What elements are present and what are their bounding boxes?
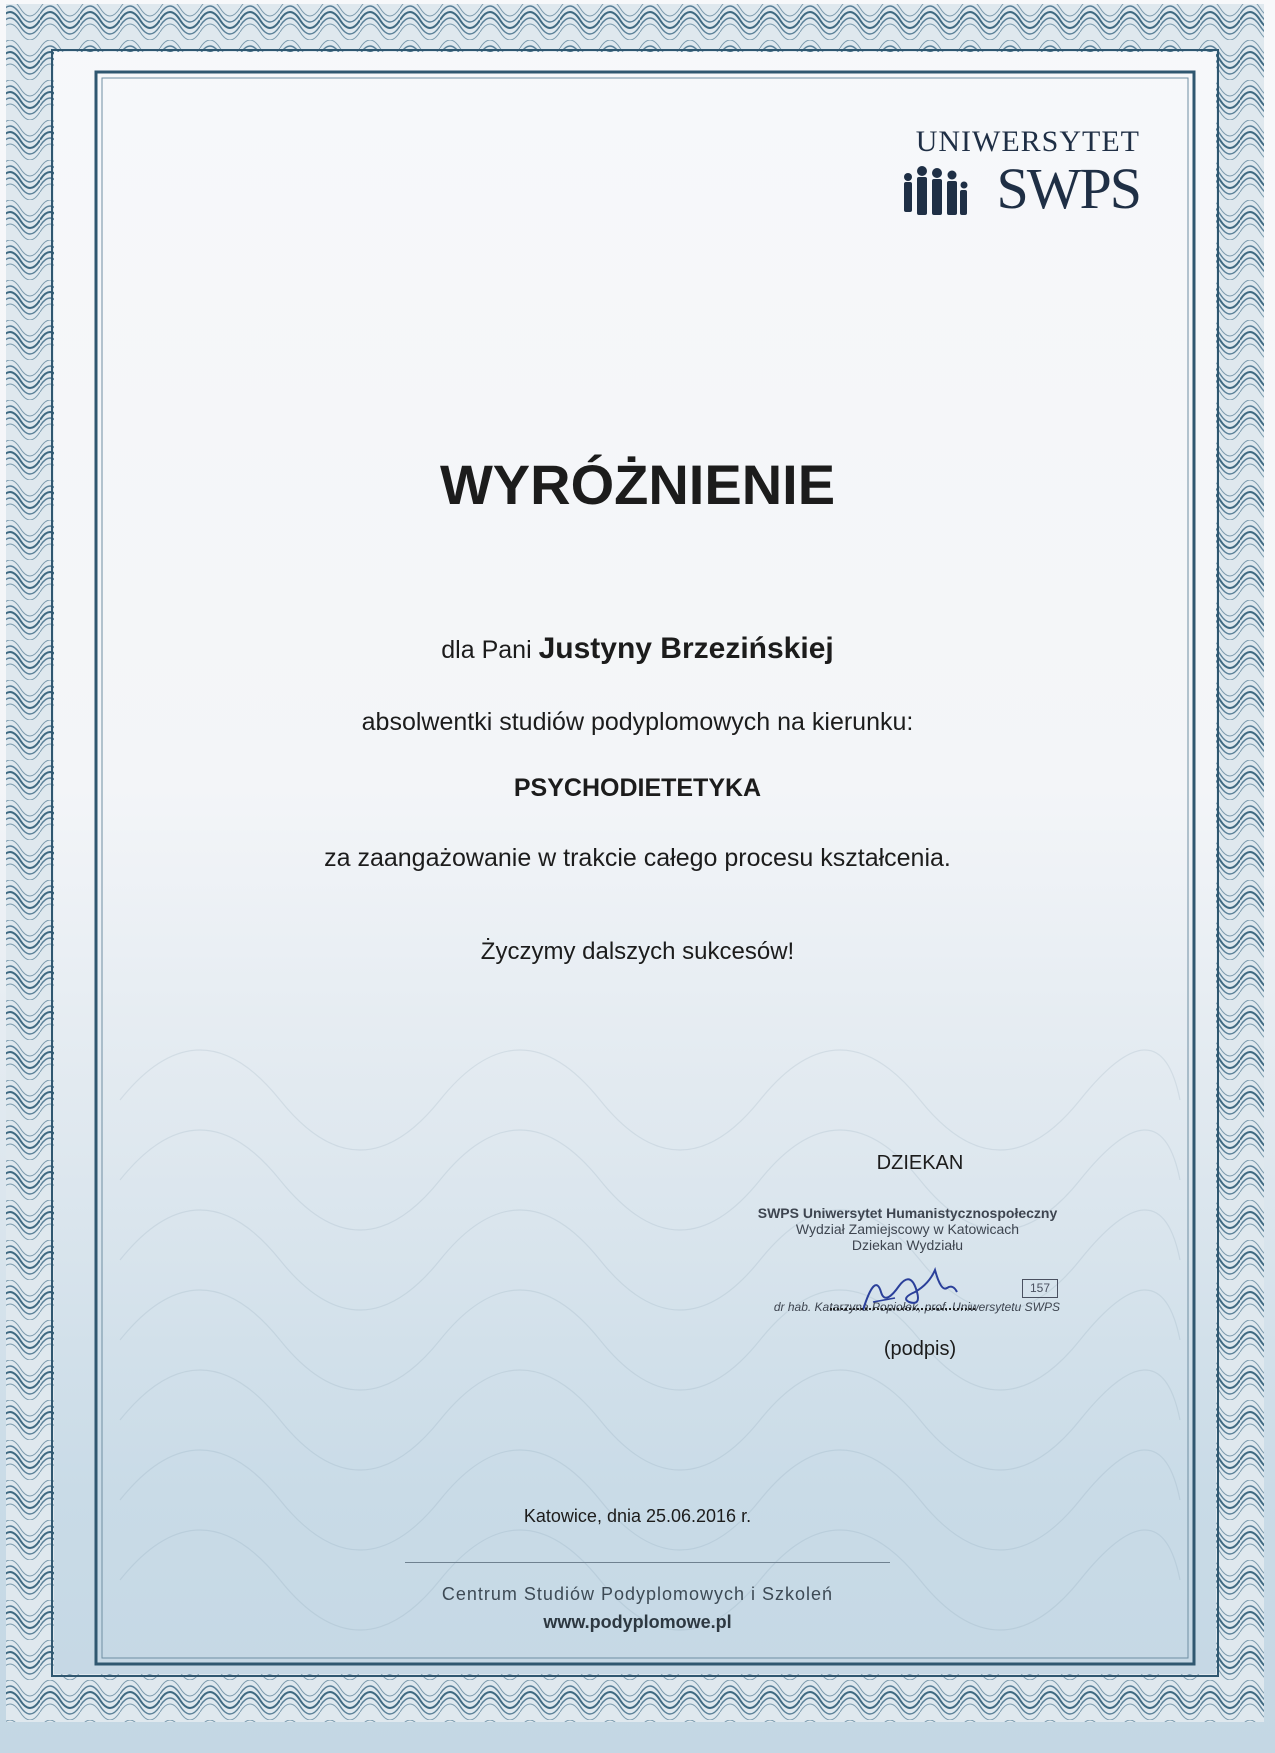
dean-label: DZIEKAN <box>876 1152 964 1174</box>
stamp-person: dr hab. Katarzyna Popiołek, prof. Uniwersytetu SWPS <box>773 1300 1060 1314</box>
logo-text-top: UNIWERSYTET <box>915 125 1140 158</box>
footer-centre-name: Centrum Studiów Podyplomowych i Szkoleń <box>441 1584 834 1604</box>
stamp-faculty: Wydział Zamiejscowy w Katowicach <box>795 1221 1020 1237</box>
recipient-prefix: dla Pani <box>441 636 532 664</box>
footer-website: www.podyplomowe.pl <box>543 1612 732 1632</box>
signature-dotted-line <box>830 1308 975 1310</box>
footer-divider <box>405 1562 890 1563</box>
reason-text: za zaangażowanie w trakcie całego procesu kształcenia. <box>324 844 951 872</box>
stamp-role: Dziekan Wydziału <box>851 1237 964 1253</box>
wishes-text: Życzymy dalszych sukcesów! <box>480 938 795 965</box>
stamp-number: 157 <box>1022 1279 1058 1298</box>
place-and-date: Katowice, dnia 25.06.2016 r. <box>523 1506 752 1526</box>
field-of-study: PSYCHODIETETYKA <box>513 774 762 802</box>
signature-label: (podpis) <box>883 1338 957 1360</box>
university-logo <box>900 125 1140 225</box>
recipient-line <box>0 632 1275 666</box>
recipient-name: Justyny Brzezińskiej <box>538 632 834 665</box>
people-silhouettes-icon <box>900 163 970 223</box>
description-text: absolwentki studiów podyplomowych na kierunku: <box>361 708 914 736</box>
handwritten-signature <box>855 1262 965 1322</box>
stamp-university: SWPS Uniwersytet Humanistycznospołeczny <box>757 1205 1058 1221</box>
logo-text-bottom: SWPS <box>996 156 1140 221</box>
certificate-title: WYRÓŻNIENIE <box>439 453 836 516</box>
